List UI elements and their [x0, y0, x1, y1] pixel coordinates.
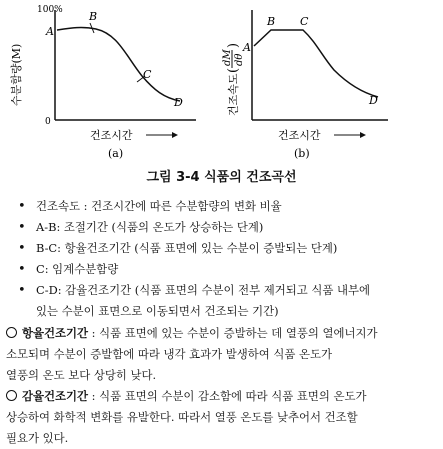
chart-b-point-a: A [243, 41, 251, 54]
bullet-text: C: 임계수분함량 [36, 262, 119, 276]
chart-a-point-d: D [174, 96, 183, 109]
chart-b-sub-label: (b) [294, 147, 310, 160]
figure-caption: 그림 3-4 식품의 건조곡선 [146, 170, 297, 185]
chart-b-point-b: B [267, 15, 276, 28]
bullet-dot-icon: • [18, 283, 26, 298]
list-item [14, 259, 436, 280]
chart-a-point-a: A [46, 25, 54, 38]
circle-bullet-icon [6, 390, 17, 401]
paragraph-line [6, 323, 438, 344]
paragraph-line: 필요가 있다. [6, 431, 69, 445]
paragraph-text: : 식품 표면에 있는 수분이 증발하는 데 열풍의 열에너지가 [88, 326, 378, 340]
chart-b-point-c: C [300, 15, 309, 28]
paragraph-term: 감율건조기간 [22, 389, 89, 403]
chart-a-xlabel-arrowhead [172, 132, 178, 138]
chart-b-curve [254, 30, 378, 97]
bullet-dot-icon: • [18, 199, 26, 214]
circle-bullet-icon [6, 327, 17, 338]
bullet-dot-icon: • [18, 220, 26, 235]
list-item [14, 238, 436, 259]
chart-b-xlabel: 건조시간 [278, 129, 321, 142]
bullet-text: A-B: 조절기간 (식품의 온도가 상승하는 단계) [36, 220, 264, 234]
chart-b-ylabel-paren-close: ) [226, 42, 241, 48]
bullet-text: C-D: 감율건조기간 (식품 표면의 수분이 전부 제거되고 식품 내부에 [36, 283, 371, 297]
chart-a-point-c: C [143, 68, 152, 81]
chart-a-sub-label: (a) [108, 147, 124, 160]
chart-b-ylabel-main: 건조속도 [227, 73, 240, 116]
chart-a-axis-top: 100% [37, 5, 63, 15]
chart-b-ylabel-num: dM [222, 49, 233, 66]
bullet-text: 건조속도 : 건조시간에 따른 수분함량의 변화 비율 [36, 199, 282, 213]
bullet-dot-icon: • [18, 262, 26, 277]
list-item [14, 196, 436, 217]
chart-b-ylabel-den: dθ [234, 53, 245, 66]
chart-b-ylabel-paren-open: ( [226, 67, 241, 73]
paragraph-line: 열풍의 온도 보다 상당히 낮다. [6, 368, 157, 382]
paragraph-falling-rate [6, 386, 438, 449]
paragraph-line [6, 386, 438, 407]
paragraph-line: 소모되며 수분이 증발함에 따라 냉각 효과가 발생하여 식품 온도가 [6, 347, 333, 361]
paragraph-constant-rate [6, 323, 438, 386]
paragraph-line: 상승하여 화학적 변화를 유발한다. 따라서 열풍 온도를 낮추어서 건조할 [6, 410, 358, 424]
chart-a [9, 5, 196, 160]
paragraph-term: 항율건조기간 [22, 326, 89, 340]
bullet-dot-icon: • [18, 241, 26, 256]
chart-a-axis-zero: 0 [45, 117, 51, 127]
chart-a-ylabel: 수분함량(M) [10, 43, 23, 106]
chart-b-point-d: D [369, 94, 378, 107]
bullet-list [14, 196, 436, 322]
bullet-text: B-C: 항율건조기간 (식품 표면에 있는 수분이 증발되는 단계) [36, 241, 338, 255]
drying-curve-figure [0, 0, 443, 160]
bullet-text-continuation: 있는 수분이 표면으로 이동되면서 건조되는 기간) [36, 304, 279, 318]
chart-a-xlabel: 건조시간 [90, 129, 133, 142]
chart-a-point-b: B [89, 10, 98, 23]
list-item [14, 217, 436, 238]
paragraph-text: : 식품 표면의 수분이 감소함에 따라 식품 표면의 온도가 [88, 389, 367, 403]
chart-b-xlabel-arrowhead [360, 132, 366, 138]
chart-b [222, 10, 388, 160]
list-item [14, 280, 436, 322]
chart-a-curve [57, 27, 180, 101]
